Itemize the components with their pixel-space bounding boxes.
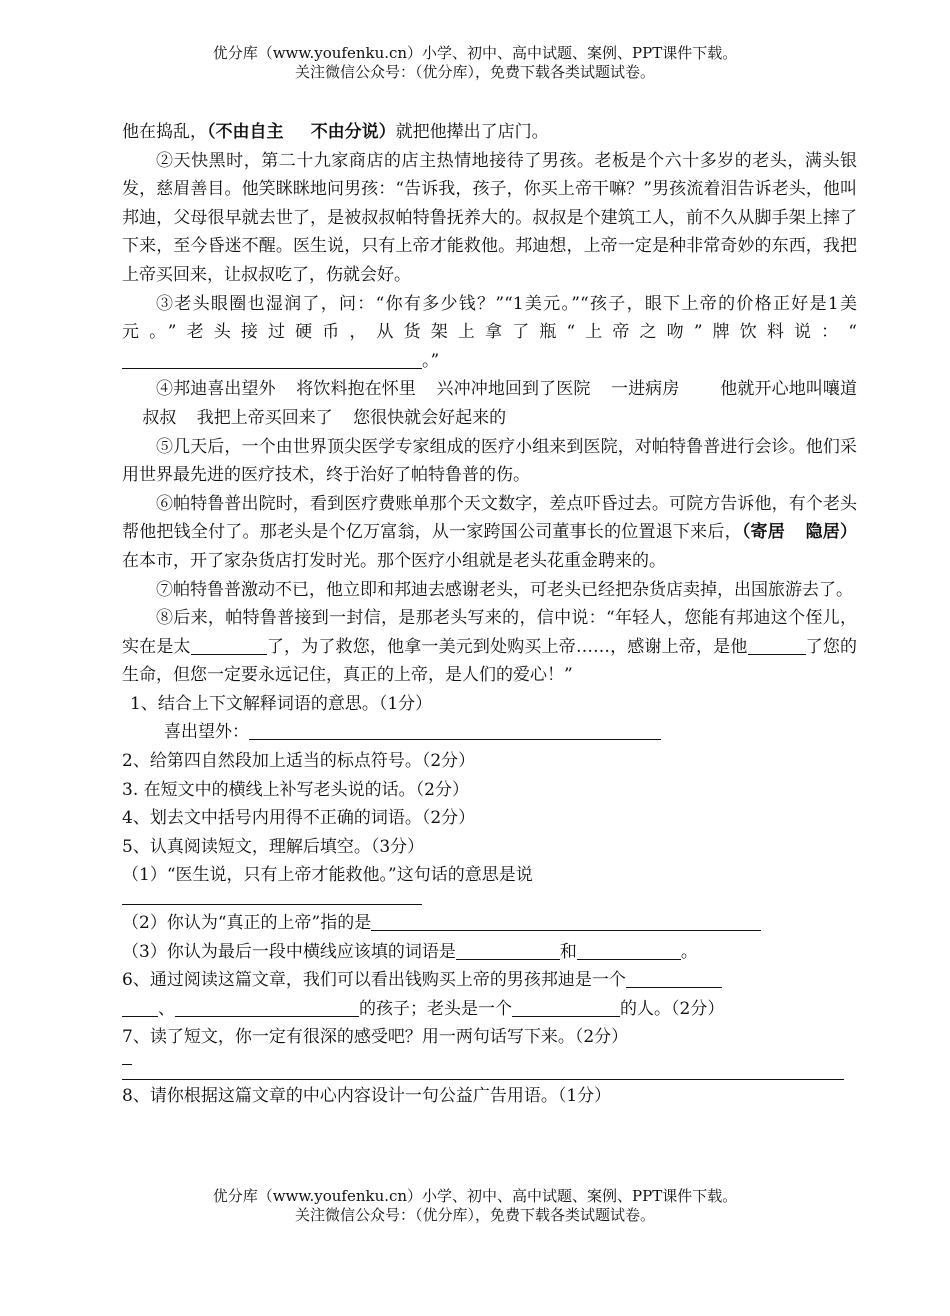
passage-paragraph-4: ④邦迪喜出望外 将饮料抱在怀里 兴冲冲地回到了医院 一进病房 他就开心地叫嚷道叔叔 我把上帝买回来了 您很快就会好起来的 bbox=[142, 379, 858, 428]
page-header bbox=[0, 44, 950, 82]
question-1-answer-row: 喜出望外： bbox=[122, 718, 857, 747]
passage-paragraph-6: ⑥帕特鲁普出院时，看到医疗费账单那个天文数字，差点吓昏过去。可院方告诉他，有个老头帮他把钱全付了。那老头是个亿万富翁，从一家跨国公司董事长的位置退下来后，（寄居 隐居）在本市，开了家杂货店打发时光。那个医疗小组就是老头花重金聘来的。 bbox=[122, 493, 858, 571]
word-choice-2: （寄居 隐居） bbox=[741, 522, 858, 543]
answer-blank-q5-1[interactable] bbox=[122, 890, 422, 905]
question-6: 6、通过阅读这篇文章，我们可以看出钱购买上帝的男孩邦迪是一个 、 的孩子；老头是一个 的人。（2分） bbox=[122, 970, 725, 1019]
answer-blank-q6c[interactable] bbox=[175, 999, 359, 1017]
answer-blank-q6a[interactable] bbox=[626, 970, 722, 988]
word-choice-1: （不由自主 不由分说） bbox=[207, 122, 396, 142]
question-1: 1、结合上下文解释词语的意思。（1分） bbox=[130, 693, 433, 714]
blank-old-man-words[interactable] bbox=[122, 351, 422, 369]
question-5-3: （3）你认为最后一段中横线应该填的词语是 和 。 bbox=[122, 941, 698, 962]
blank-letter-2[interactable] bbox=[748, 637, 806, 655]
question-2: 2、给第四自然段加上适当的标点符号。（2分） bbox=[122, 751, 476, 772]
passage-paragraph-1-end: 他在捣乱，（不由自主 不由分说）就把他撵出了店门。 bbox=[122, 122, 549, 142]
answer-blank-q5-3b[interactable] bbox=[577, 942, 681, 960]
question-5: 5、认真阅读短文，理解后填空。（3分） bbox=[122, 836, 425, 857]
question-5-2: （2）你认为“真正的上帝”指的是 bbox=[122, 909, 857, 938]
passage-paragraph-3: ③老头眼圈也湿润了，问：“你有多少钱？”“1美元。”“孩子，眼下上帝的价格正好是1美元。”老头接过硬币，从货架上拿了瓶“上帝之吻”牌饮料说：“。” bbox=[122, 293, 857, 371]
footer-line-2: 关注微信公众号：（优分库），免费下载各类试题试卷。 bbox=[294, 1206, 655, 1224]
passage-paragraph-5: ⑤几天后，一个由世界顶尖医学专家组成的医疗小组来到医院，对帕特鲁普进行会诊。他们采用世界最先进的医疗技术，终于治好了帕特鲁普的伤。 bbox=[122, 436, 857, 486]
page-footer bbox=[0, 1187, 950, 1225]
header-line-2: 关注微信公众号：（优分库），免费下载各类试题试卷。 bbox=[294, 63, 655, 81]
question-3: 3. 在短文中的横线上补写老头说的话。（2分） bbox=[122, 779, 469, 800]
question-4: 4、划去文中括号内用得不正确的词语。（2分） bbox=[122, 808, 476, 829]
document-body bbox=[122, 118, 857, 1111]
question-5-1: （1）“医生说，只有上帝才能救他。”这句话的意思是说 bbox=[122, 865, 533, 886]
question-8: 8、请你根据这篇文章的中心内容设计一句公益广告用语。（1分） bbox=[122, 1086, 612, 1106]
answer-blank-q1[interactable] bbox=[249, 722, 661, 740]
question-7: 7、读了短文，你一定有很深的感受吧？用一两句话写下来。（2分） bbox=[122, 1027, 629, 1048]
header-line-1: 优分库（www.youfenku.cn）小学、初中、高中试题、案例、PPT课件下载。 bbox=[212, 44, 738, 62]
passage-paragraph-8: ⑧后来，帕特鲁普接到一封信，是那老头写来的，信中说：“年轻人，您能有邦迪这个侄儿，实在是太 了，为了救您，他拿一美元到处购买上帝……，感谢上帝，是他 了您的生命，但您一定要永远记住，真正的上帝，是人们的爱心！” bbox=[122, 608, 858, 686]
answer-blank-q6b[interactable] bbox=[122, 999, 158, 1017]
answer-blank-q6d[interactable] bbox=[512, 999, 620, 1017]
footer-line-1: 优分库（www.youfenku.cn）小学、初中、高中试题、案例、PPT课件下载。 bbox=[212, 1187, 738, 1205]
answer-blank-q5-3a[interactable] bbox=[456, 942, 560, 960]
answer-area-q7[interactable] bbox=[122, 1052, 857, 1074]
answer-line-q7[interactable] bbox=[122, 1078, 844, 1080]
passage-paragraph-7: ⑦帕特鲁普激动不已，他立即和邦迪去感谢老头，可老头已经把杂货店卖掉，出国旅游去了。 bbox=[156, 579, 853, 600]
passage-paragraph-2: ②天快黑时，第二十九家商店的店主热情地接待了男孩。老板是个六十多岁的老头，满头银发，慈眉善目。他笑眯眯地问男孩：“告诉我，孩子，你买上帝干嘛？”男孩流着泪告诉老头，他叫邦迪，父母很早就去世了，是被叔叔帕特鲁抚养大的。叔叔是个建筑工人，前不久从脚手架上摔了下来，至今昏迷不醒。医生说，只有上帝才能救他。邦迪想，上帝一定是种非常奇妙的东西，我把上帝买回来，让叔叔吃了，伤就会好。 bbox=[122, 150, 857, 285]
answer-blank-q5-2[interactable] bbox=[371, 913, 761, 931]
blank-letter-1[interactable] bbox=[191, 637, 267, 655]
